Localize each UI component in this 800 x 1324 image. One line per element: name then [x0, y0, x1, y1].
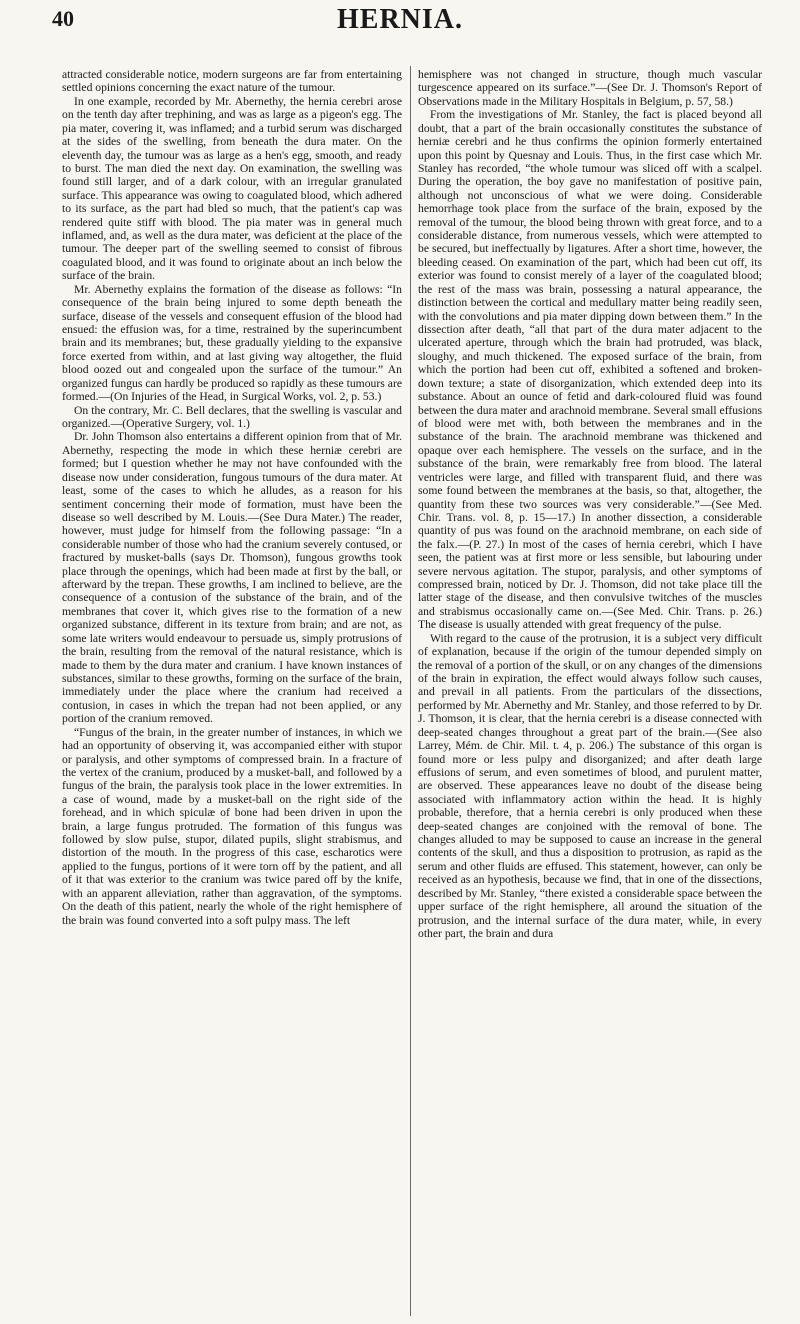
running-head-title: HERNIA. [336, 4, 463, 35]
paragraph: Mr. Abernethy explains the formation of the disease as follows: “In consequence of the brain being injured to some depth beneath the surface, disease of the vessels and consequent effusion of the blood had ensued: the effusion was, for a time, restrained by the superincumbent brain and its membranes; but, these gradually yielding to the expansive force exerted from within, and at last giving way altogether, the fluid blood oozed out and congealed upon the surface of the tumour.” An organized fungus can hardly be produced so rapidly as these tumours are formed.—(On Injuries of the Head, in Surgical Works, vol. 2, p. 53.) [62, 282, 402, 404]
page-number: 40 [52, 6, 74, 31]
paragraph: On the contrary, Mr. C. Bell declares, that the swelling is vascular and organized.—(Operative Surgery, vol. 1.) [62, 403, 402, 430]
page-header [0, 4, 800, 40]
column-divider [410, 66, 411, 1316]
paragraph: Dr. John Thomson also entertains a different opinion from that of Mr. Abernethy, respecting the mode in which these herniæ cerebri are formed; but I question whether he may not have confounded with the disease now under consideration, fungous tumours of the dura mater. At least, some of the cases to which he alludes, as a reason for his sentiment concerning their mode of formation, must have been the disease so well described by M. Louis.—(See Dura Mater.) The reader, however, must judge for himself from the following passage: “In a considerable number of those who had the cranium severely contused, or fractured by musket-balls (says Dr. Thomson), fungous growths took place through the openings, which had been made at first by the ball, or afterward by the trepan. These growths, I am inclined to believe, are the consequence of a contusion of the substance of the brain, and of the membranes that cover it, which gives rise to the formation of a new organized substance, different in its texture from brain; and are not, as some late writers would endeavour to persuade us, simply protrusions of the brain, resulting from the removal of the natural resistance, which is made to them by the dura mater and cranium. I have known instances of substances, similar to these growths, forming on the surface of the brain, immediately under the place where the cranium had received a contusion, in cases in which the trepan had not been applied, or any portion of the cranium removed. [62, 430, 402, 726]
paragraph: hemisphere was not changed in structure, though much vascular turgescence appeared on its surface.”—(See Dr. J. Thomson's Report of Observations made in the Military Hospitals in Belgium, p. 57, 58.) [418, 68, 762, 108]
left-column [62, 68, 402, 1316]
paragraph: With regard to the cause of the protrusion, it is a subject very difficult of explanation, because if the origin of the tumour depended simply on the removal of a portion of the skull, or on any changes of the dimensions of the brain in expiration, the effect would always follow such causes, and prevail in all patients. From the particulars of the dissections, performed by Mr. Abernethy and Mr. Stanley, and those referred to by Dr. J. Thomson, it is clear, that the hernia cerebri is a disease connected with deep-seated changes throughout a great part of the brain.—(See also Larrey, Mém. de Chir. Mil. t. 4, p. 206.) The substance of this organ is found more or less pulpy and disorganized; and after death large effusions of serum, and even sometimes of blood, and purulent matter, are observed. These appearances leave no doubt of the disease being associated with inflammatory action within the head. It is highly probable, therefore, that a hernia cerebri is only produced when these deep-seated changes are conjoined with the removal of bone. The changes alluded to may be supposed to cause an increase in the general contents of the skull, and thus a disposition to protrusion, as rapid as the serum and other fluids are effused. This statement, however, can only be received as an hypothesis, because we find, that in one of the dissections, described by Mr. Stanley, “there existed a considerable space between the upper surface of the right hemisphere, all around the situation of the protrusion, and the internal surface of the dura mater, while, in every other part, the brain and dura [418, 631, 762, 940]
paragraph: From the investigations of Mr. Stanley, the fact is placed beyond all doubt, that a part of the brain occasionally constitutes the substance of herniæ cerebri and he thus confirms the opinion formerly entertained upon this point by Quesnay and Louis. Thus, in the first case which Mr. Stanley has recorded, “the whole tumour was sliced off with a scalpel. During the operation, the boy gave no manifestation of positive pain, although not unconscious of what we were doing. Considerable hemorrhage took place from the surface of the brain, exposed by the removal of the tumour, the blood being thrown with great force, and to a considerable distance, from numerous vessels, which were attempted to be secured, but ineffectually by ligatures. After a short time, however, the bleeding ceased. On examination of the part, which had been cut off, its exterior was found to consist merely of a layer of the coagulated blood; the rest of the mass was brain, possessing a natural appearance, the distinction between the cortical and medullary matter being readily seen, with the convolutions and pia mater dipping down between them.” In the dissection after death, “all that part of the dura mater adjacent to the ulcerated aperture, through which the brain had protruded, was black, sloughy, and much thickened. The exposed surface of the brain, from which the portion had been cut off, exhibited a softened and broken-down texture; a state of disorganization, which extended deep into its substance. About an ounce of fetid and dark-coloured fluid was found between the dura mater and arachnoid membrane. Several small effusions of blood were met with, both between the membranes and in the substance of the brain. The arachnoid membrane was thickened and opaque over each hemisphere. The vessels on the surface, and in the substance of the brain, were remarkably free from blood. The lateral ventricles were large, and filled with transparent fluid, and there was some found between the membranes at the basis, so that, altogether, the quantity from these two sources was very considerable.”—(See Med. Chir. Trans. vol. 8, p. 15—17.) In another dissection, a considerable quantity of pus was found on the arachnoid membrane, on each side of the falx.—(P. 27.) In most of the cases of hernia cerebri, which I have seen, the patient was at first more or less sensible, but labouring under severe nervous agitation. The stupor, paralysis, and other symptoms of compressed brain, noticed by Dr. J. Thomson, did not take place till the latter stage of the disease, and then convulsive twitches of the muscles and strabismus occasionally came on.—(See Med. Chir. Trans. p. 26.) The disease is usually attended with great frequency of the pulse. [418, 108, 762, 632]
right-column [418, 68, 762, 1316]
paragraph: “Fungus of the brain, in the greater number of instances, in which we had an opportunity of observing it, was accompanied either with stupor or paralysis, and other symptoms of compressed brain. In a fracture of the vertex of the cranium, produced by a musket-ball, and followed by a fungus of the brain, the paralysis took place in the lower extremities. In a case of wound, made by a musket-ball on the right side of the forehead, and in which spiculæ of bone had been driven in upon the brain, a large fungus protruded. The formation of this fungus was followed by slow pulse, stupor, dilated pupils, slight strabismus, and distortion of the mouth. In the progress of this case, escharotics were applied to the fungus, portions of it were torn off by the patient, and all of it that was exterior to the cranium was twice pared off by the knife, with an apparent alleviation, rather than aggravation, of the symptoms. On the death of this patient, nearly the whole of the right hemisphere of the brain was found converted into a soft pulpy mass. The left [62, 725, 402, 927]
paragraph: attracted considerable notice, modern surgeons are far from entertaining settled opinions concerning the exact nature of the tumour. [62, 68, 402, 95]
paragraph: In one example, recorded by Mr. Abernethy, the hernia cerebri arose on the tenth day after trephining, and was as large as a pigeon's egg. The pia mater, covering it, was inflamed; and a turbid serum was discharged at the sides of the swelling, from beneath the dura mater. On the eleventh day, the tumour was as large as a hen's egg, smooth, and ready to burst. The man died the next day. On examination, the swelling was found still larger, and of a dark colour, with an irregular granulated surface. This appearance was owing to coagulated blood, which adhered to its surface, as the part had bled so much, that the patient's cap was rendered quite stiff with blood. The pia mater was in general much inflamed, and, as well as the dura mater, was deficient at the place of the tumour. The deeper part of the swelling seemed to consist of fibrous coagulated blood, and it was found to originate about an inch below the surface of the brain. [62, 94, 402, 283]
